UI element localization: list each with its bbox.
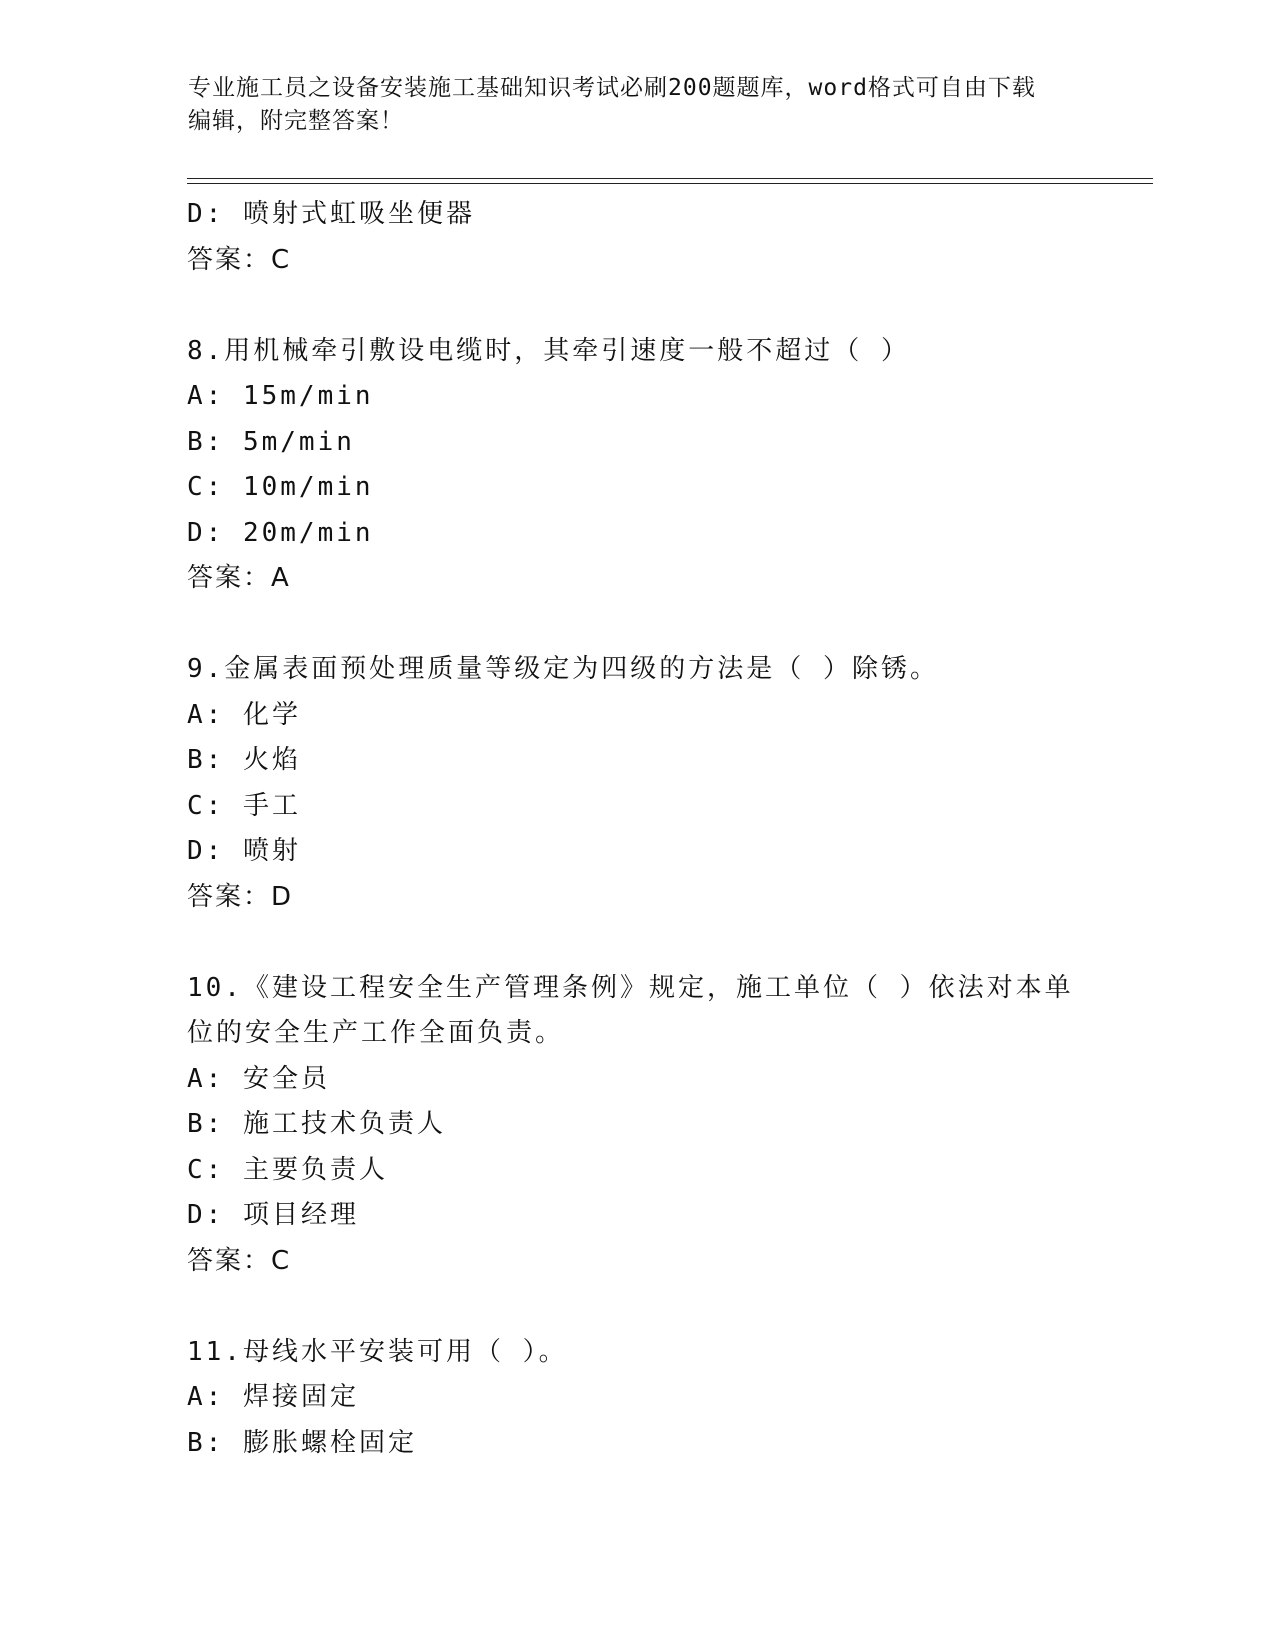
question-stem: 11.母线水平安装可用（ ）。 <box>187 1336 568 1367</box>
option-a: A: 焊接固定 <box>187 1382 359 1412</box>
option-d: D: 喷射式虹吸坐便器 <box>187 199 475 229</box>
question-stem-line-1: 10.《建设工程安全生产管理条例》规定，施工单位（ ）依法对本单 <box>187 972 1074 1003</box>
question-11 <box>187 1330 1087 1467</box>
option-d: D: 项目经理 <box>187 1200 359 1230</box>
document-header <box>188 72 1068 138</box>
option-d: D: 喷射 <box>187 836 301 866</box>
option-d: D: 20m/min <box>187 517 374 548</box>
spacer <box>187 602 1087 648</box>
option-b: B: 施工技术负责人 <box>187 1109 446 1139</box>
option-c: C: 主要负责人 <box>187 1154 388 1185</box>
answer-line: 答案：D <box>187 881 294 912</box>
question-list <box>187 192 1087 1466</box>
option-a: A: 安全员 <box>187 1063 330 1094</box>
spacer <box>187 283 1087 329</box>
question-stem-line-2: 位的安全生产工作全面负责。 <box>187 1018 565 1048</box>
answer-line: 答案：A <box>187 563 291 593</box>
answer-line: 答案：C <box>187 244 292 275</box>
question-8 <box>187 329 1087 602</box>
question-9 <box>187 647 1087 920</box>
header-divider-bottom <box>187 183 1153 184</box>
option-a: A: 化学 <box>187 699 301 730</box>
option-c: C: 手工 <box>187 790 301 821</box>
spacer <box>187 920 1087 966</box>
question-10 <box>187 966 1087 1285</box>
spacer <box>187 1284 1087 1330</box>
option-b: B: 膨胀螺栓固定 <box>187 1427 417 1458</box>
option-a: A: 15m/min <box>187 381 374 411</box>
header-line-1: 专业施工员之设备安装施工基础知识考试必刷200题题库，word格式可自由下载 <box>188 75 1036 101</box>
header-line-2: 编辑，附完整答案！ <box>188 108 404 134</box>
answer-line: 答案：C <box>187 1245 292 1276</box>
question-stem: 8.用机械牵引敷设电缆时，其牵引速度一般不超过（ ） <box>187 335 910 366</box>
question-stem: 9.金属表面预处理质量等级定为四级的方法是（ ）除锈。 <box>187 654 939 684</box>
option-c: C: 10m/min <box>187 472 374 502</box>
option-b: B: 5m/min <box>187 426 355 457</box>
header-divider-top <box>187 178 1153 179</box>
option-b: B: 火焰 <box>187 745 301 775</box>
